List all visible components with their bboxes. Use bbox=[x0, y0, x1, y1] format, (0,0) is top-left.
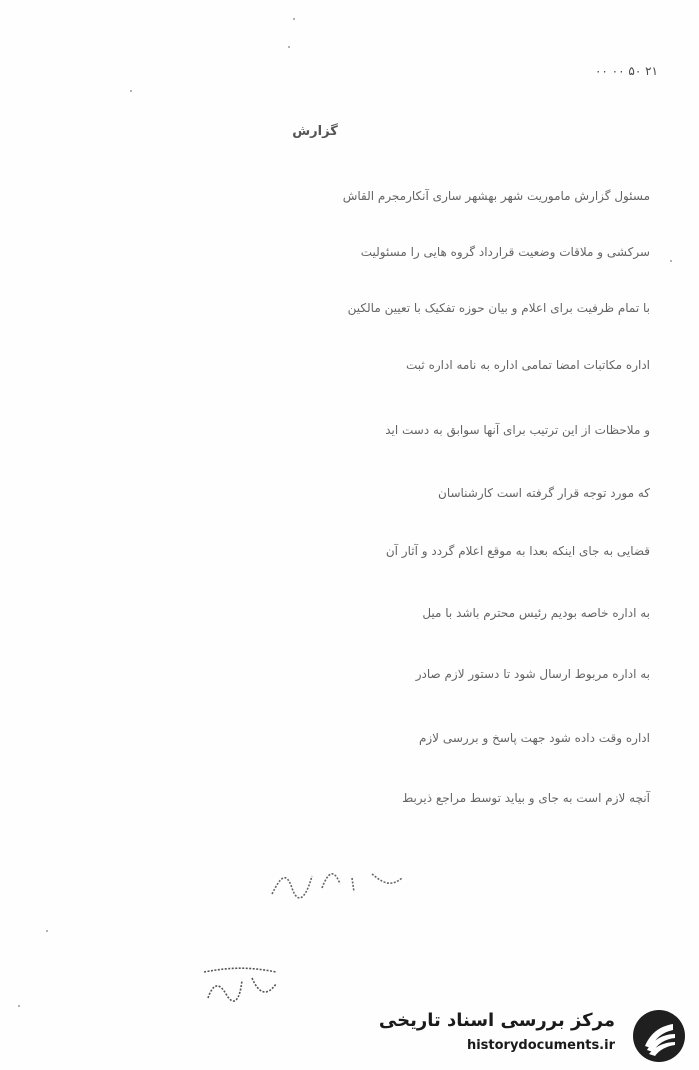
scan-speck bbox=[670, 260, 672, 262]
scan-speck bbox=[288, 46, 290, 48]
archive-watermark bbox=[378, 1004, 695, 1064]
body-line: آنچه لازم است به جای و بیاید توسط مراجع ذیربط bbox=[402, 791, 650, 805]
body-line: و ملاحظات از این ترتیب برای آنها سوابق به دست اید bbox=[385, 423, 650, 437]
body-line: اداره مکاتبات امضا تمامی اداره به نامه اداره ثبت bbox=[406, 358, 650, 372]
body-line: اداره وقت داده شود جهت پاسخ و بررسی لازم bbox=[418, 731, 650, 745]
body-line: قضایی به جای اینکه بعدا به موقع اعلام گردد و آثار آن bbox=[385, 544, 650, 558]
body-line: به اداره مربوط ارسال شود تا دستور لازم صادر bbox=[415, 667, 650, 681]
document-reference-number: ۲۱ ۵۰ ۰۰ ۰۰ bbox=[594, 64, 658, 78]
book-pages-icon bbox=[631, 1008, 687, 1064]
handwritten-signature bbox=[262, 858, 422, 902]
scan-speck bbox=[18, 1005, 20, 1007]
body-line: با تمام ظرفیت برای اعلام و بیان حوزه تفکیک با تعیین مالکین bbox=[347, 301, 650, 315]
scan-speck bbox=[46, 930, 48, 932]
scan-speck bbox=[293, 18, 295, 20]
handwritten-initials bbox=[196, 958, 286, 1006]
archive-name: مرکز بررسی اسناد تاریخی bbox=[378, 1010, 615, 1031]
scan-speck bbox=[130, 90, 132, 92]
body-line: که مورد توجه قرار گرفته است کارشناسان bbox=[438, 486, 650, 500]
archive-url: historydocuments.ir bbox=[466, 1038, 615, 1053]
body-line: به اداره خاصه بودیم رئیس محترم باشد با میل bbox=[422, 606, 650, 620]
body-line: مسئول گزارش ماموریت شهر بهشهر ساری آنکارمجرم القاش bbox=[342, 189, 650, 203]
body-line: سرکشی و ملاقات وضعیت قرارداد گروه هایی را مسئولیت bbox=[360, 245, 650, 259]
document-title: گزارش bbox=[292, 124, 338, 139]
